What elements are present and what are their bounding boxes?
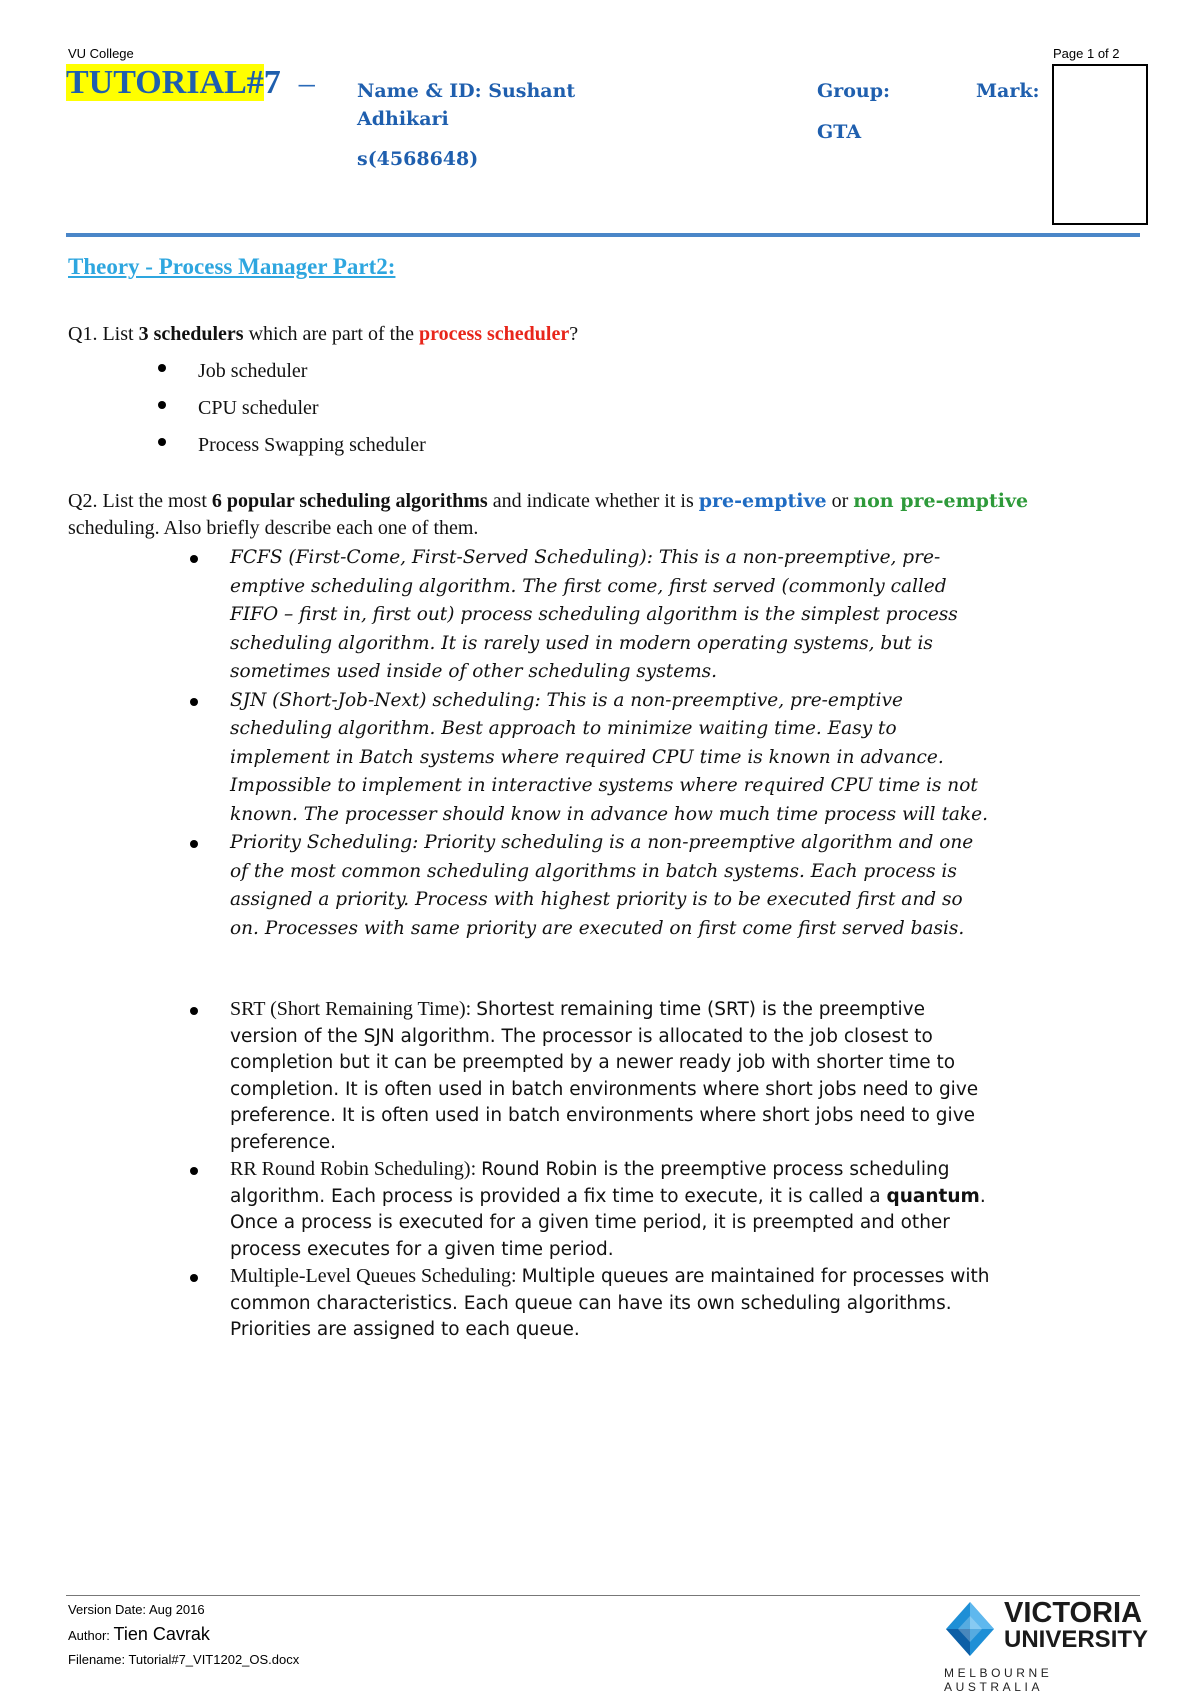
group-value: GTA [817, 121, 862, 143]
logo-victoria: VICTORIA [1004, 1597, 1143, 1629]
version-label: Version Date: [68, 1602, 149, 1617]
version-value: Aug 2016 [148, 1602, 205, 1617]
header-rule [66, 233, 1140, 237]
q1-text-3: ? [569, 323, 579, 345]
q2-text-3: or [826, 490, 854, 512]
page-number: Page 1 of 2 [1053, 46, 1120, 61]
mlq-lead: Multiple-Level Queues Scheduling: [230, 1265, 522, 1287]
q1-bold: 3 schedulers [138, 323, 244, 345]
rr-text-1: Round Robin is the preemptive process scheduling algorithm. Each process is provided a fix time to execute, it is called a [230, 1159, 950, 1207]
student-name [357, 77, 617, 173]
bullet-icon [158, 364, 166, 372]
list-item [230, 687, 990, 830]
student-id: s(4568648) [357, 148, 479, 170]
author [68, 1622, 299, 1648]
diamond-logo-icon [944, 1600, 996, 1658]
bullet-icon [190, 555, 198, 563]
rr-lead: RR Round Robin Scheduling): [230, 1158, 482, 1180]
list-item-text: Process Swapping scheduler [198, 434, 426, 456]
victoria-university-logo [944, 1597, 1149, 1694]
q2-text-1: Q2. List the most [68, 490, 212, 512]
bullet-icon [190, 1007, 198, 1015]
list-item [230, 1156, 990, 1263]
list-item [230, 996, 990, 1156]
bullet-icon [158, 438, 166, 446]
footer-meta [68, 1598, 299, 1672]
name-line-1: Name & ID: Sushant [357, 80, 576, 102]
list-item-text: Priority Scheduling: Priority scheduling is a non-preemptive algorithm and one of the most common scheduling algorithms in batch systems. Each process is assigned a priority. Process with highest priority is to be executed first and so on. Processes with same priority are executed on first come first served basis. [230, 832, 974, 939]
rr-bold: quantum [886, 1185, 980, 1207]
question-1 [68, 321, 1128, 348]
question-2 [68, 488, 1088, 542]
list-item [198, 390, 1098, 427]
q2-text-2: and indicate whether it is [487, 490, 699, 512]
footer-rule [66, 1595, 1140, 1596]
logo-university: UNIVERSITY [1004, 1626, 1149, 1653]
q2-italic-list [230, 544, 990, 943]
author-value: Tien Cavrak [113, 1624, 210, 1644]
bullet-icon [190, 698, 198, 706]
bullet-icon [190, 1274, 198, 1282]
list-item-text: CPU scheduler [198, 397, 319, 419]
logo-location: MELBOURNE AUSTRALIA [944, 1666, 1053, 1694]
q2-non-preemptive: non pre-emptive [853, 490, 1029, 512]
list-item-text: Job scheduler [198, 360, 308, 382]
q2-sans-list [230, 996, 990, 1344]
group-label: Group: [817, 80, 891, 102]
version-date [68, 1598, 299, 1622]
tutorial-title [66, 64, 315, 102]
list-item [230, 544, 990, 687]
list-item [230, 1263, 990, 1344]
mark-box [1052, 64, 1148, 225]
list-item-text: FCFS (First-Come, First-Served Scheduling): This is a non-preemptive, pre-emptive scheduling algorithm. The first come, first served (commonly called FIFO – first in, first out) process scheduling algorithm is the simplest process scheduling algorithm. It is rarely used in modern operating systems, but is sometimes used inside of other scheduling systems. [230, 547, 958, 682]
tutorial-number: 7 [263, 64, 281, 101]
author-label: Author: [68, 1628, 114, 1643]
srt-text: Shortest remaining time (SRT) is the preemptive version of the SJN algorithm. The processor is allocated to the job closest to completion but it can be preempted by a newer ready job with shorter time to completion. It is often used in batch environments where short jobs need to give preference. It is often used in batch environments where short jobs need to give preference. [230, 999, 979, 1153]
q1-list [198, 353, 1098, 464]
srt-lead: SRT (Short Remaining Time): [230, 998, 477, 1020]
filename [68, 1648, 299, 1672]
q2-text-4: scheduling. Also briefly describe each one of them. [68, 517, 479, 539]
q1-red: process scheduler [419, 323, 570, 345]
section-title: Theory - Process Manager Part2: [68, 254, 396, 279]
bullet-icon [190, 840, 198, 848]
college-name: VU College [68, 46, 134, 61]
mlq-text: Multiple queues are maintained for processes with common characteristics. Each queue can have its own scheduling algorithms. Priorities are assigned to each queue. [230, 1266, 990, 1340]
bullet-icon [190, 1167, 198, 1175]
title-dash: – [298, 64, 315, 100]
q1-text-1: Q1. List [68, 323, 139, 345]
name-line-2: Adhikari [357, 108, 449, 130]
list-item [230, 829, 990, 943]
list-item-text: SJN (Short-Job-Next) scheduling: This is a non-preemptive, pre-emptive scheduling algorithm. Best approach to minimize waiting time. Easy to implement in Batch systems where required CPU time is known in advance. Impossible to implement in interactive systems where required CPU time is not known. The processer should know in advance how much time process will take. [230, 689, 988, 825]
q1-text-2: which are part of the [243, 323, 420, 345]
rr-text-2: . Once a process is executed for a given time period, it is preempted and other process executes for a given time period. [230, 1185, 986, 1260]
q2-bold: 6 popular scheduling algorithms [211, 490, 488, 512]
mark-label: Mark: [976, 80, 1040, 102]
list-item [198, 427, 1098, 464]
filename-label: Filename: [68, 1652, 129, 1667]
tutorial-title-main: TUTORIAL# [66, 64, 264, 101]
bullet-icon [158, 401, 166, 409]
filename-value: Tutorial#7_VIT1202_OS.docx [128, 1652, 300, 1667]
list-item [198, 353, 1098, 390]
q2-preemptive: pre-emptive [698, 490, 827, 512]
